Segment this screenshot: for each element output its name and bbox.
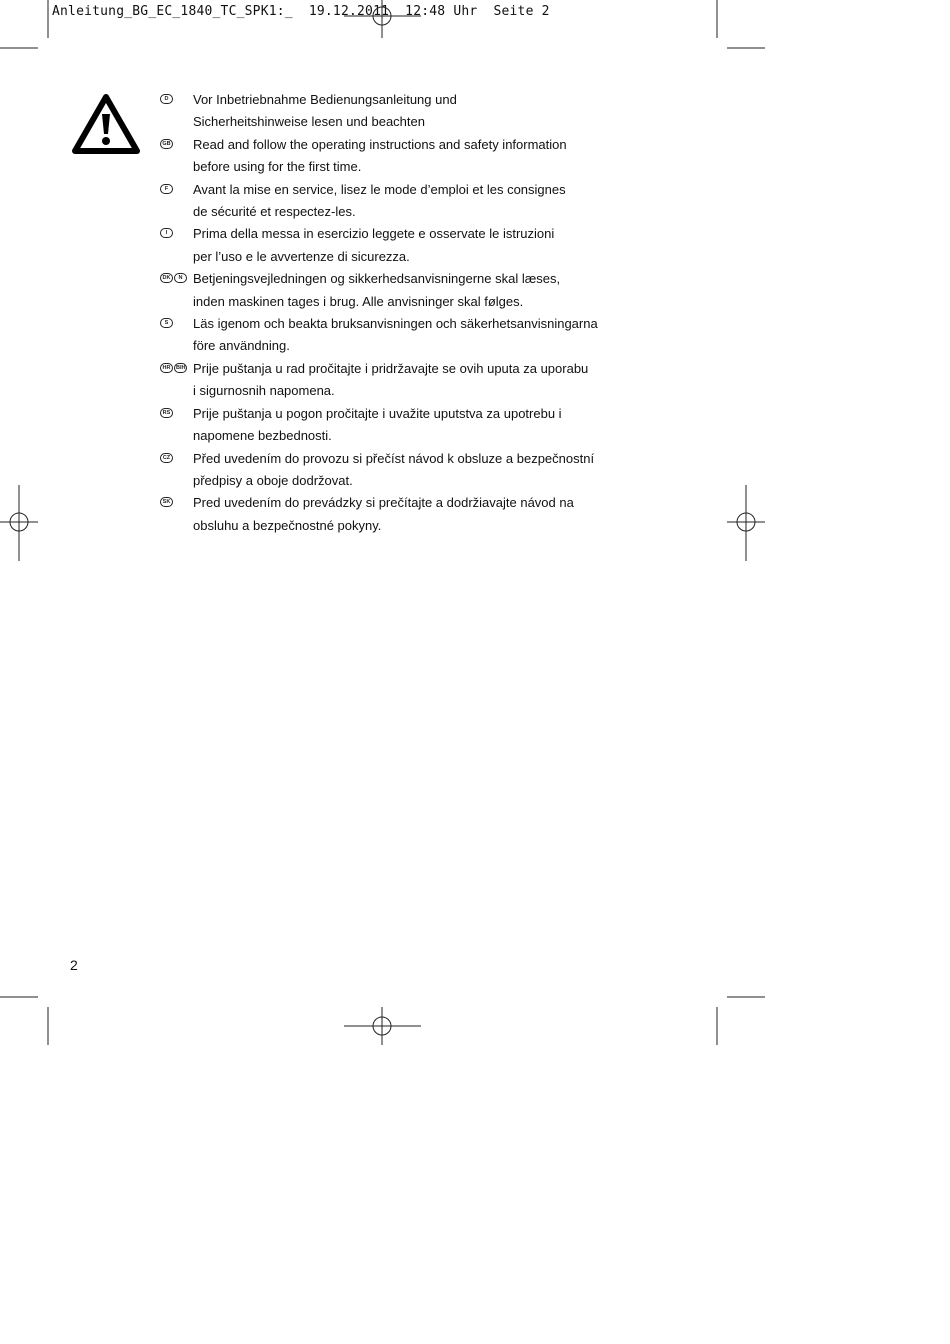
entry-rs: [160, 403, 620, 448]
country-badge-rs: RS: [160, 408, 173, 418]
country-badge-n: N: [174, 273, 187, 283]
entry-text-line: Pred uvedením do prevádzky si prečítajte a dodržiavajte návod na: [193, 495, 574, 511]
country-badge-gb: GB: [160, 139, 173, 149]
page-number: 2: [70, 957, 78, 973]
entry-text-line: inden maskinen tages i brug. Alle anvisninger skal følges.: [193, 293, 524, 309]
entry-d: [160, 89, 620, 134]
entry-sk: [160, 492, 620, 537]
country-badge-d: D: [160, 94, 173, 104]
country-badge-hr: HR: [160, 363, 173, 373]
entry-text-line: obsluhu a bezpečnostné pokyny.: [193, 517, 382, 533]
entry-text-line: Läs igenom och beakta bruksanvisningen och säkerhetsanvisningarna: [193, 316, 598, 332]
entry-text-line: de sécurité et respectez-les.: [193, 204, 356, 220]
entry-text-line: Prije puštanja u pogon pročitajte i uvažite uputstva za upotrebu i: [193, 405, 562, 421]
safety-instructions-list: [160, 89, 620, 537]
entry-gb: [160, 134, 620, 179]
entry-s: [160, 313, 620, 358]
entry-i: [160, 223, 620, 268]
country-badge-cz: CZ: [160, 453, 173, 463]
entry-text-line: Read and follow the operating instructions and safety information: [193, 136, 567, 152]
entry-text-line: Betjeningsvejledningen og sikkerhedsanvisningerne skal læses,: [193, 271, 561, 287]
country-badge-sk: SK: [160, 497, 173, 507]
entry-text-line: předpisy a oboje dodržovat.: [193, 472, 353, 488]
entry-text-line: i sigurnosnih napomena.: [193, 383, 335, 399]
print-header: Anleitung_BG_EC_1840_TC_SPK1:_ 19.12.2011 12:48 Uhr Seite 2: [52, 4, 550, 19]
entry-cz: [160, 448, 620, 493]
entry-text-line: before using for the first time.: [193, 159, 362, 175]
entry-text-line: Sicherheitshinweise lesen und beachten: [193, 114, 425, 130]
entry-text-line: Avant la mise en service, lisez le mode d’emploi et les consignes: [193, 181, 566, 197]
warning-triangle-icon: [72, 94, 140, 154]
country-badge-s: S: [160, 318, 173, 328]
entry-text-line: före användning.: [193, 338, 290, 354]
entry-dk-n: [160, 268, 620, 313]
entry-text-line: napomene bezbednosti.: [193, 428, 332, 444]
country-badge-bih: BIH: [176, 364, 186, 371]
entry-text-line: per l’uso e le avvertenze di sicurezza.: [193, 248, 410, 264]
country-badge-f: F: [160, 184, 173, 194]
country-badge-dk: DK: [160, 273, 173, 283]
country-badge-i: I: [160, 228, 173, 238]
entry-f: [160, 179, 620, 224]
entry-text-line: Před uvedením do provozu si přečíst návod k obsluze a bezpečnostní: [193, 450, 595, 466]
entry-text-line: Prije puštanja u rad pročitajte i pridržavajte se ovih uputa za uporabu: [193, 360, 589, 376]
entry-hr-bih: [160, 358, 620, 403]
entry-text-line: Vor Inbetriebnahme Bedienungsanleitung und: [193, 92, 457, 107]
entry-text-line: Prima della messa in esercizio leggete e osservate le istruzioni: [193, 226, 555, 242]
